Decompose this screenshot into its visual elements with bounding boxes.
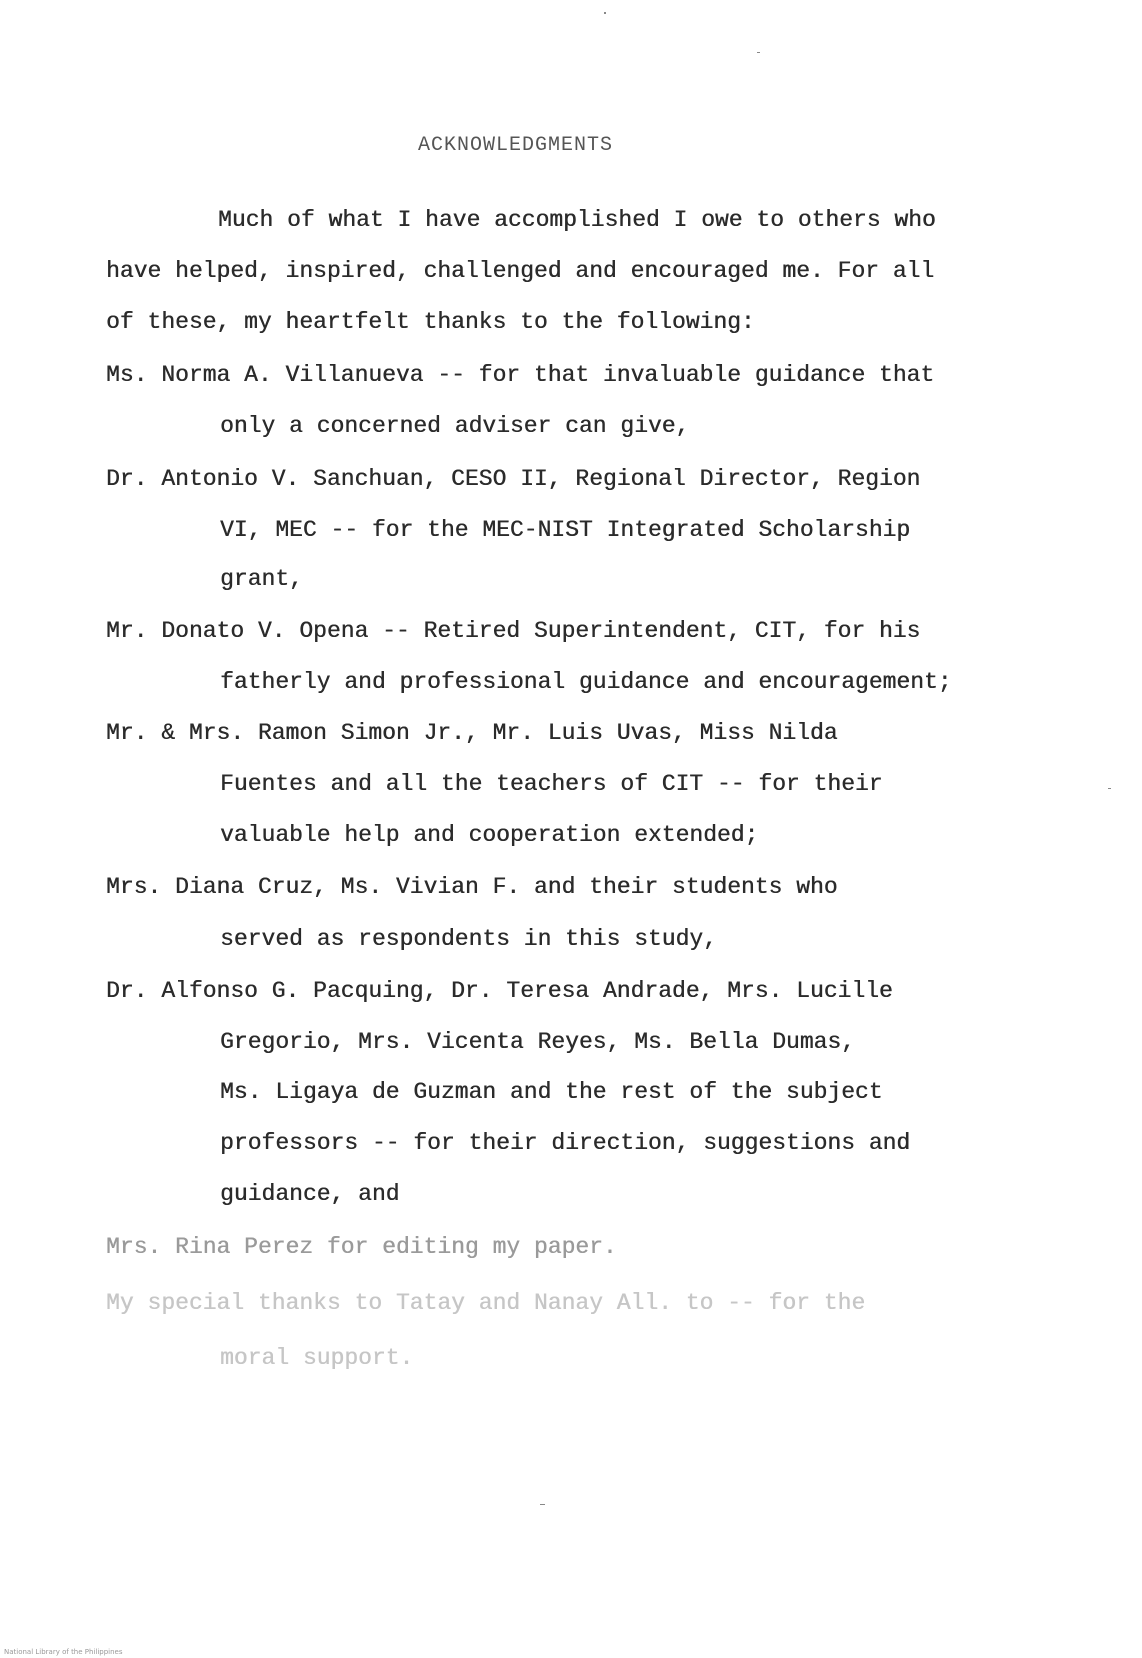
acknowledgment-entry-continuation: valuable help and cooperation extended; (220, 822, 759, 848)
acknowledgment-entry-continuation: grant, (220, 566, 303, 592)
acknowledgment-entry-continuation: Fuentes and all the teachers of CIT -- for their (220, 771, 883, 797)
acknowledgment-entry-continuation: guidance, and (220, 1181, 400, 1207)
paragraph-line: of these, my heartfelt thanks to the following: (106, 309, 755, 335)
acknowledgment-entry-continuation: only a concerned adviser can give, (220, 413, 690, 439)
acknowledgment-entry: Mrs. Diana Cruz, Ms. Vivian F. and their students who (106, 874, 838, 900)
acknowledgment-entry: Mr. & Mrs. Ramon Simon Jr., Mr. Luis Uvas, Miss Nilda (106, 720, 838, 746)
acknowledgment-entry-continuation: VI, MEC -- for the MEC-NIST Integrated Scholarship (220, 517, 911, 543)
acknowledgment-entry-continuation: served as respondents in this study, (220, 926, 717, 952)
scan-speck (540, 1504, 545, 1505)
paragraph-line: Much of what I have accomplished I owe to others who (218, 207, 936, 233)
acknowledgment-entry: Dr. Antonio V. Sanchuan, CESO II, Regional Director, Region (106, 466, 921, 492)
acknowledgment-entry-continuation: Gregorio, Mrs. Vicenta Reyes, Ms. Bella Dumas, (220, 1029, 855, 1055)
paragraph-line: have helped, inspired, challenged and encouraged me. For all (106, 258, 935, 284)
acknowledgment-entry-continuation: Ms. Ligaya de Guzman and the rest of the subject (220, 1079, 883, 1105)
closing-line-continuation: moral support. (220, 1345, 414, 1371)
acknowledgment-entry-continuation: fatherly and professional guidance and encouragement; (220, 669, 952, 695)
acknowledgment-entry: Mr. Donato V. Opena -- Retired Superintendent, CIT, for his (106, 618, 921, 644)
scan-speck (604, 12, 606, 14)
closing-line: My special thanks to Tatay and Nanay All. to -- for the (106, 1290, 866, 1316)
scan-speck (1108, 788, 1111, 789)
acknowledgment-entry: Ms. Norma A. Villanueva -- for that invaluable guidance that (106, 362, 935, 388)
scan-speck (757, 52, 760, 53)
acknowledgment-entry-continuation: professors -- for their direction, suggestions and (220, 1130, 911, 1156)
acknowledgment-entry: Dr. Alfonso G. Pacquing, Dr. Teresa Andrade, Mrs. Lucille (106, 978, 893, 1004)
page-title: ACKNOWLEDGMENTS (418, 134, 614, 157)
acknowledgment-entry: Mrs. Rina Perez for editing my paper. (106, 1234, 617, 1260)
scan-footer: National Library of the Philippines (4, 1648, 123, 1656)
